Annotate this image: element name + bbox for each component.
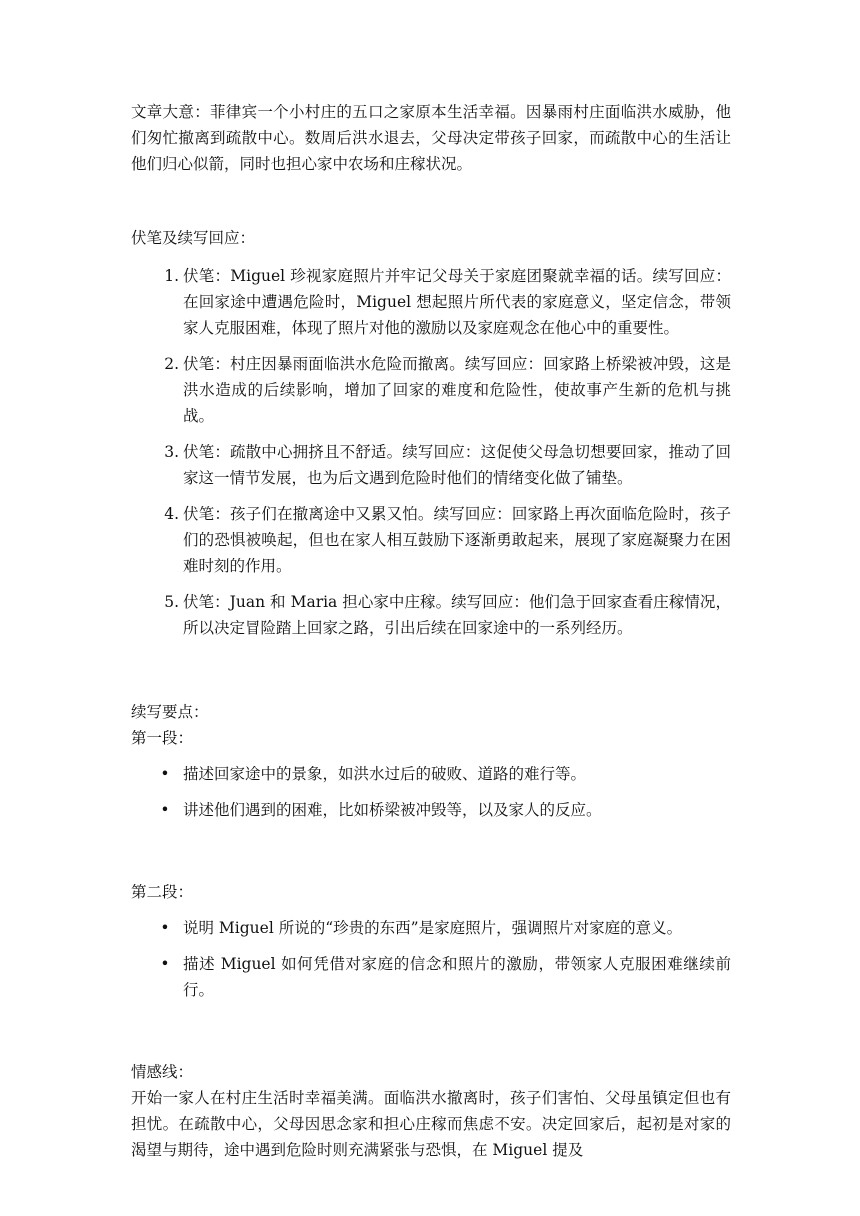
item-number: 1. [164, 267, 179, 285]
emotion-paragraph: 开始一家人在村庄生活时幸福美满。面临洪水撤离时，孩子们害怕、父母虽镇定但也有担忧。在疏散中心，父母因思念家和担心庄稼而焦虑不安。决定回家后，起初是对家的渴望与期待，途中遇到危险时则充满紧张与恐惧，在 Miguel 提及 [131, 1089, 731, 1159]
summary-paragraph: 文章大意：菲律宾一个小村庄的五口之家原本生活幸福。因暴雨村庄面临洪水威胁，他们匆忙撤离到疏散中心。数周后洪水退去，父母决定带孩子回家，而疏散中心的生活让他们归心似箭，同时也担心家中农场和庄稼状况。 [131, 103, 731, 173]
list-item [164, 439, 731, 491]
item-text: 伏笔：孩子们在撤离途中又累又怕。续写回应：回家路上再次面临危险时，孩子们的恐惧被唤起，但也在家人相互鼓励下逐渐勇敢起来，展现了家庭凝聚力在困难时刻的作用。 [183, 505, 731, 575]
item-text: 说明 Miguel 所说的“珍贵的东西”是家庭照片，强调照片对家庭的意义。 [183, 919, 683, 937]
list-item [164, 589, 731, 641]
writing-points-heading: 续写要点： [131, 703, 209, 721]
item-number: 4. [164, 505, 179, 523]
item-number: 3. [164, 443, 179, 461]
item-text: 讲述他们遇到的困难，比如桥梁被冲毁等，以及家人的反应。 [183, 801, 602, 819]
document-body [131, 99, 731, 1163]
list-item [160, 951, 731, 1003]
list-item [160, 915, 731, 941]
item-number: 5. [164, 593, 179, 611]
spacer [131, 833, 731, 879]
bullet-icon: • [160, 801, 170, 819]
item-number: 2. [164, 355, 179, 373]
item-text: 描述 Miguel 如何凭借对家庭的信念和照片的激励，带领家人克服困难继续前行。 [183, 955, 731, 999]
paragraph-two-label: 第二段： [131, 883, 194, 901]
item-text: 伏笔：疏散中心拥挤且不舒适。续写回应：这促使父母急切想要回家，推动了回家这一情节发展，也为后文遇到危险时他们的情绪变化做了铺垫。 [183, 443, 731, 487]
foreshadow-heading: 伏笔及续写回应： [131, 229, 256, 247]
bullet-icon: • [160, 765, 170, 783]
item-text: 伏笔：Juan 和 Maria 担心家中庄稼。续写回应：他们急于回家查看庄稼情况，所以决定冒险踏上回家之路，引出后续在回家途中的一系列经历。 [183, 593, 731, 637]
bullet-icon: • [160, 919, 170, 937]
paragraph-one-list [131, 761, 731, 823]
item-text: 描述回家途中的景象，如洪水过后的破败、道路的难行等。 [183, 765, 587, 783]
list-item [164, 263, 731, 341]
list-item [164, 501, 731, 579]
item-text: 伏笔：Miguel 珍视家庭照片并牢记父母关于家庭团聚就幸福的话。续写回应：在回家途中遭遇危险时，Miguel 想起照片所代表的家庭意义，坚定信念，带领家人克服困难，体现了照片对他的激励以及家庭观念在他心中的重要性。 [183, 267, 731, 337]
list-item [164, 351, 731, 429]
paragraph-one-label: 第一段： [131, 729, 194, 747]
spacer [131, 651, 731, 699]
list-item [160, 797, 731, 823]
item-text: 伏笔：村庄因暴雨面临洪水危险而撤离。续写回应：回家路上桥梁被冲毁，这是洪水造成的后续影响，增加了回家的难度和危险性，使故事产生新的危机与挑战。 [183, 355, 731, 425]
spacer [131, 1013, 731, 1059]
foreshadow-list [131, 263, 731, 641]
bullet-icon: • [160, 955, 170, 973]
paragraph-two-list [131, 915, 731, 1003]
list-item [160, 761, 731, 787]
emotion-heading: 情感线： [131, 1063, 194, 1081]
